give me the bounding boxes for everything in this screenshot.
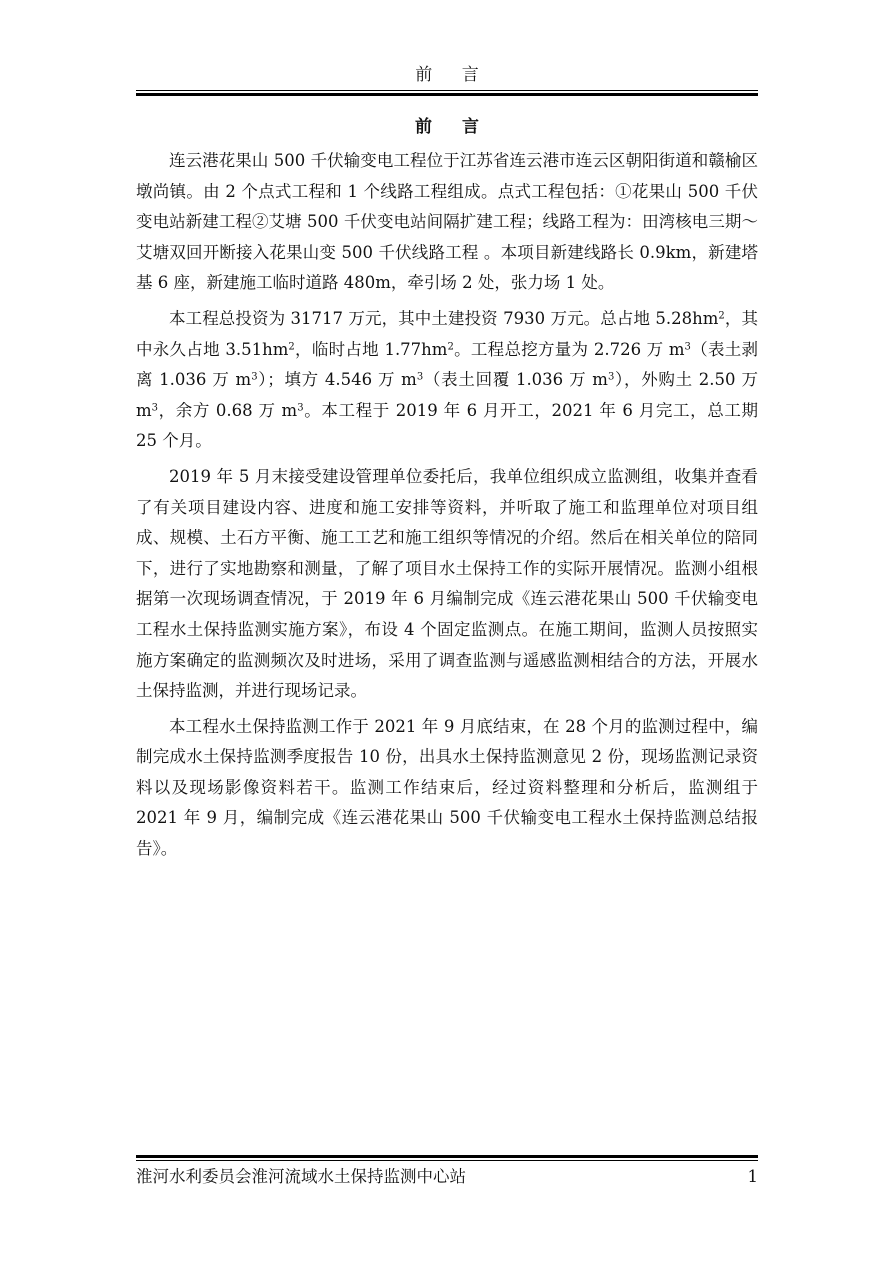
footer-organization: 淮河水利委员会淮河流域水土保持监测中心站 [136, 1167, 466, 1186]
section-title: 前 言 [415, 117, 491, 137]
body-text [136, 146, 758, 870]
header-rule-thin [136, 90, 758, 91]
running-header: 前 言 [415, 65, 491, 85]
paragraph-2: 本工程总投资为 31717 万元，其中土建投资 7930 万元。总占地 $5.28hm^2$，其中永久占地 $3.51hm^2$，临时占地 $1.77hm^2$。工程总挖方量为 2.726 万 $m^3$（表土剥离 1.036 万 $m^3$）；填方 4.546 万 $m^3$（表土回覆 1.036 万 $m^3$），外购土 2.50 万 $m^3$，余方 0.68 万 $m^3$。本工程于 2019 年 6 月开工，2021 年 6 月完工，总工期 25 个月。 [136, 308, 759, 451]
header-rule-thick [136, 93, 758, 96]
paragraph-3: 2019 年 5 月末接受建设管理单位委托后，我单位组织成立监测组，收集并查看了有关项目建设内容、进度和施工安排等资料，并听取了施工和监理单位对项目组成、规模、土石方平衡、施工工艺和施工组织等情况的介绍。然后在相关单位的陪同下，进行了实地勘察和测量，了解了项目水土保持工作的实际开展情况。监测小组根据第一次现场调查情况，于 2019 年 6 月编制完成《连云港花果山 500 千伏输变电工程水土保持监测实施方案》，布设 4 个固定监测点。在施工期间，监测人员按照实施方案确定的监测频次及时进场，采用了调查监测与遥感监测相结合的方法，开展水土保持监测，并进行现场记录。 [136, 466, 758, 701]
page-number: 1 [747, 1167, 758, 1186]
paragraph-1: 连云港花果山 500 千伏输变电工程位于江苏省连云港市连云区朝阳街道和赣榆区墩尚镇。由 2 个点式工程和 1 个线路工程组成。点式工程包括：①花果山 500 千伏变电站新建工程②艾塘 500 千伏变电站间隔扩建工程；线路工程为：田湾核电三期～艾塘双回开断接入花果山变 500 千伏线路工程 。本项目新建线路长 0.9km，新建塔基 6 座，新建施工临时道路 480m，牵引场 2 处，张力场 1 处。 [136, 151, 758, 293]
footer-rule-thick [136, 1155, 758, 1158]
paragraph-4: 本工程水土保持监测工作于 2021 年 9 月底结束，在 28 个月的监测过程中，编制完成水土保持监测季度报告 10 份，出具水土保持监测意见 2 份，现场监测记录资料以及现场影像资料若干。监测工作结束后，经过资料整理和分析后，监测组于 2021 年 9 月，编制完成《连云港花果山 500 千伏输变电工程水土保持监测总结报告》。 [136, 716, 758, 859]
footer-rule-thin [136, 1160, 758, 1161]
